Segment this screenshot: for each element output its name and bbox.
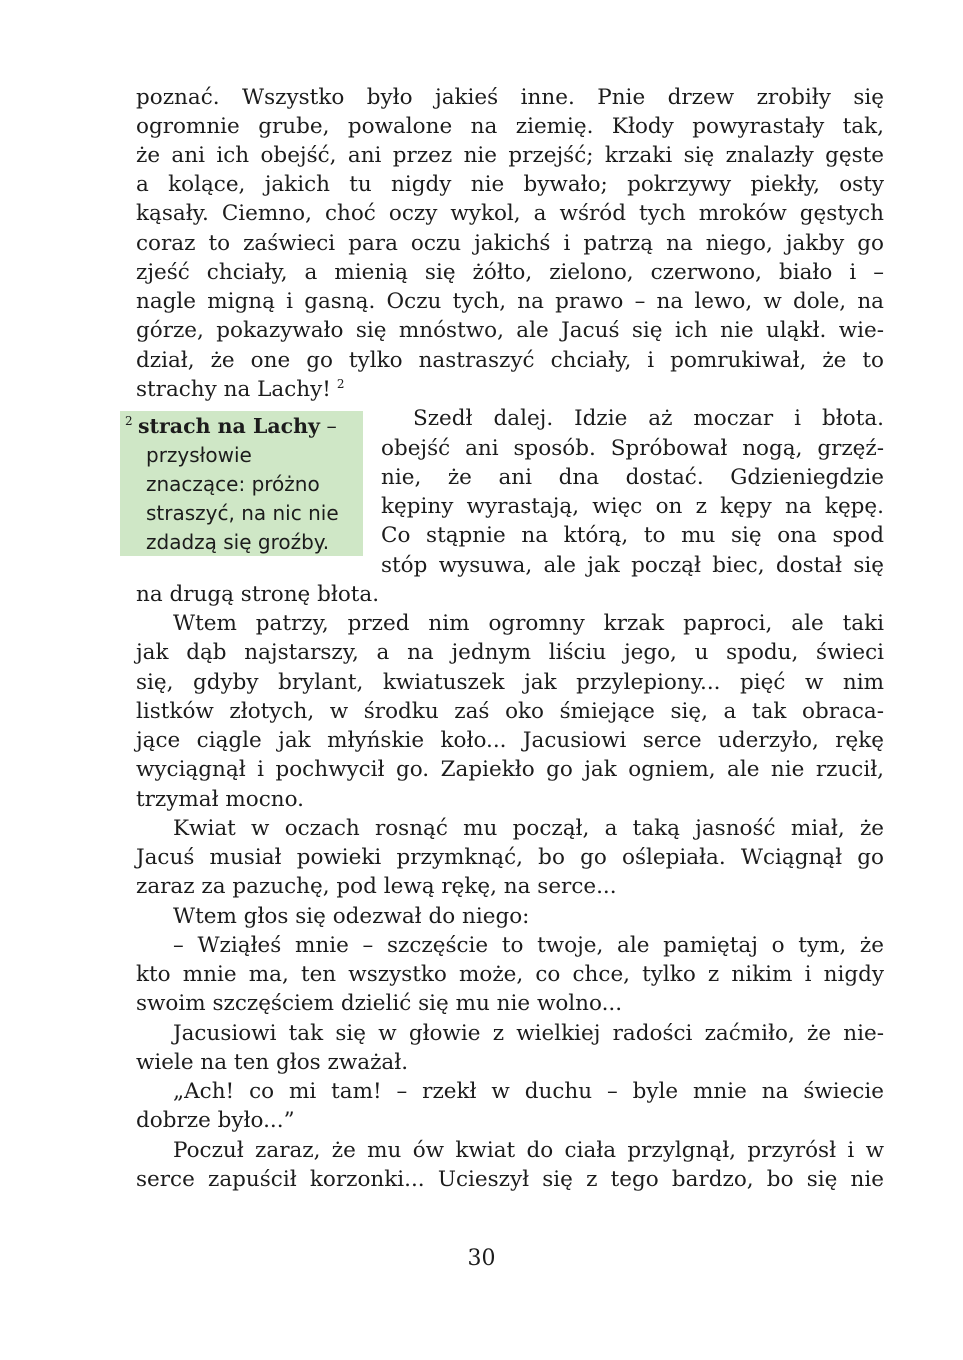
page-number: 30: [467, 1246, 496, 1271]
text-line-content: strachy na Lachy!: [136, 377, 331, 402]
text-line: że ani ich obejść, ani przez nie przejść; krzaki się znalazły gęste: [136, 143, 884, 168]
text-line: nie, że ani dna dostać. Gdzieniegdzie: [381, 465, 884, 490]
text-line: na drugą stronę błota.: [136, 582, 380, 607]
text-line: coraz to zaświeci para oczu jakichś i patrzą na niego, jakby go: [136, 231, 884, 256]
paragraph-first-line: Wtem patrzy, przed nim ogromny krzak paproci, ale taki: [173, 611, 884, 636]
text-line: Jacuś musiał powieki przymknąć, bo go oślepiała. Wciągnął go: [136, 845, 884, 870]
text-line: wiele na ten głos zważał.: [136, 1050, 409, 1075]
footnote-line: znaczące: próżno: [146, 472, 320, 496]
text-line: ogromnie grube, powalone na ziemię. Kłody powyrastały tak,: [136, 114, 884, 139]
footnote-term: strach na Lachy: [138, 414, 320, 438]
text-line: obejść ani sposób. Spróbował nogą, grzęź-: [381, 436, 884, 461]
text-line: zjeść chciały, a mienią się żółto, zielono, czerwono, biało i –: [136, 260, 884, 285]
footnote-line: straszyć, na nic nie: [146, 501, 339, 525]
text-line: się, gdyby brylant, kwiatuszek jak przylepiony... pięć w nim: [136, 670, 884, 695]
paragraph-first-line: Jacusiowi tak się w głowie z wielkiej radości zaćmiło, że nie-: [173, 1021, 884, 1046]
text-line: dobrze było...”: [136, 1108, 295, 1133]
text-line: stóp wysuwa, ale jak począł biec, dostał się: [381, 553, 884, 578]
text-line: kąsały. Ciemno, choć oczy wykol, a wśród tych mroków gęstych: [136, 201, 884, 226]
text-line: zaraz za pazuchę, pod lewą rękę, na serce...: [136, 874, 617, 899]
text-line: dział, że one go tylko nastraszyć chciały, i pomrukiwał, że to: [136, 348, 884, 373]
text-line: górze, pokazywało się mnóstwo, ale Jacuś się ich nie uląkł. wie-: [136, 318, 884, 343]
footnote-dash: –: [319, 414, 337, 438]
text-line: kępiny wyrastają, więc on z kępy na kępę.: [381, 494, 884, 519]
text-line: nagle migną i gasną. Oczu tych, na prawo – na lewo, w dole, na: [136, 289, 884, 314]
paragraph-first-line: Poczuł zaraz, że mu ów kwiat do ciała przylgnął, przyrósł i w: [173, 1138, 884, 1163]
footnote-line: zdadzą się groźby.: [146, 530, 330, 554]
footnote-reference: 2: [336, 376, 345, 391]
text-line: jące ciągle jak młyńskie koło... Jacusiowi serce uderzyło, rękę: [136, 728, 884, 753]
text-line: wyciągnął i pochwycił go. Zapiekło go jak ogniem, ale nie rzucił,: [136, 757, 884, 782]
text-line: serce zapuścił korzonki... Ucieszył się z tego bardzo, bo się nie: [136, 1167, 884, 1192]
paragraph-first-line: Kwiat w oczach rosnąć mu począł, a taką jasność miał, że: [173, 816, 884, 841]
text-line: trzymał mocno.: [136, 787, 305, 812]
text-line: jak dąb najstarszy, a na jednym liściu jego, u spodu, świeci: [136, 640, 884, 665]
text-line: a kolące, jakich tu nigdy nie bywało; pokrzywy piekły, osty: [136, 172, 884, 197]
text-line: kto mnie ma, ten wszystko może, co chce, tylko z nikim i nigdy: [136, 962, 884, 987]
text-line: swoim szczęściem dzielić się mu nie wolno...: [136, 991, 623, 1016]
text-line: poznać. Wszystko było jakieś inne. Pnie drzew zrobiły się: [136, 85, 884, 110]
text-line-with-footnote-ref: [136, 375, 884, 404]
footnote-line: przysłowie: [146, 443, 252, 467]
footnote-term-line: [138, 412, 337, 441]
text-line: Szedł dalej. Idzie aż moczar i błota.: [413, 406, 884, 431]
footnote-marker: 2: [125, 414, 133, 428]
paragraph-first-line: – Wziąłeś mnie – szczęście to twoje, ale pamiętaj o tym, że: [173, 933, 884, 958]
paragraph-first-line: „Ach! co mi tam! – rzekł w duchu – byle mnie na świecie: [173, 1079, 884, 1104]
paragraph-first-line: Wtem głos się odezwał do niego:: [173, 904, 530, 929]
text-line: listków złotych, w środku zaś oko śmiejące się, a tak obraca-: [136, 699, 884, 724]
text-line: Co stąpnie na którą, to mu się ona spod: [381, 523, 884, 548]
